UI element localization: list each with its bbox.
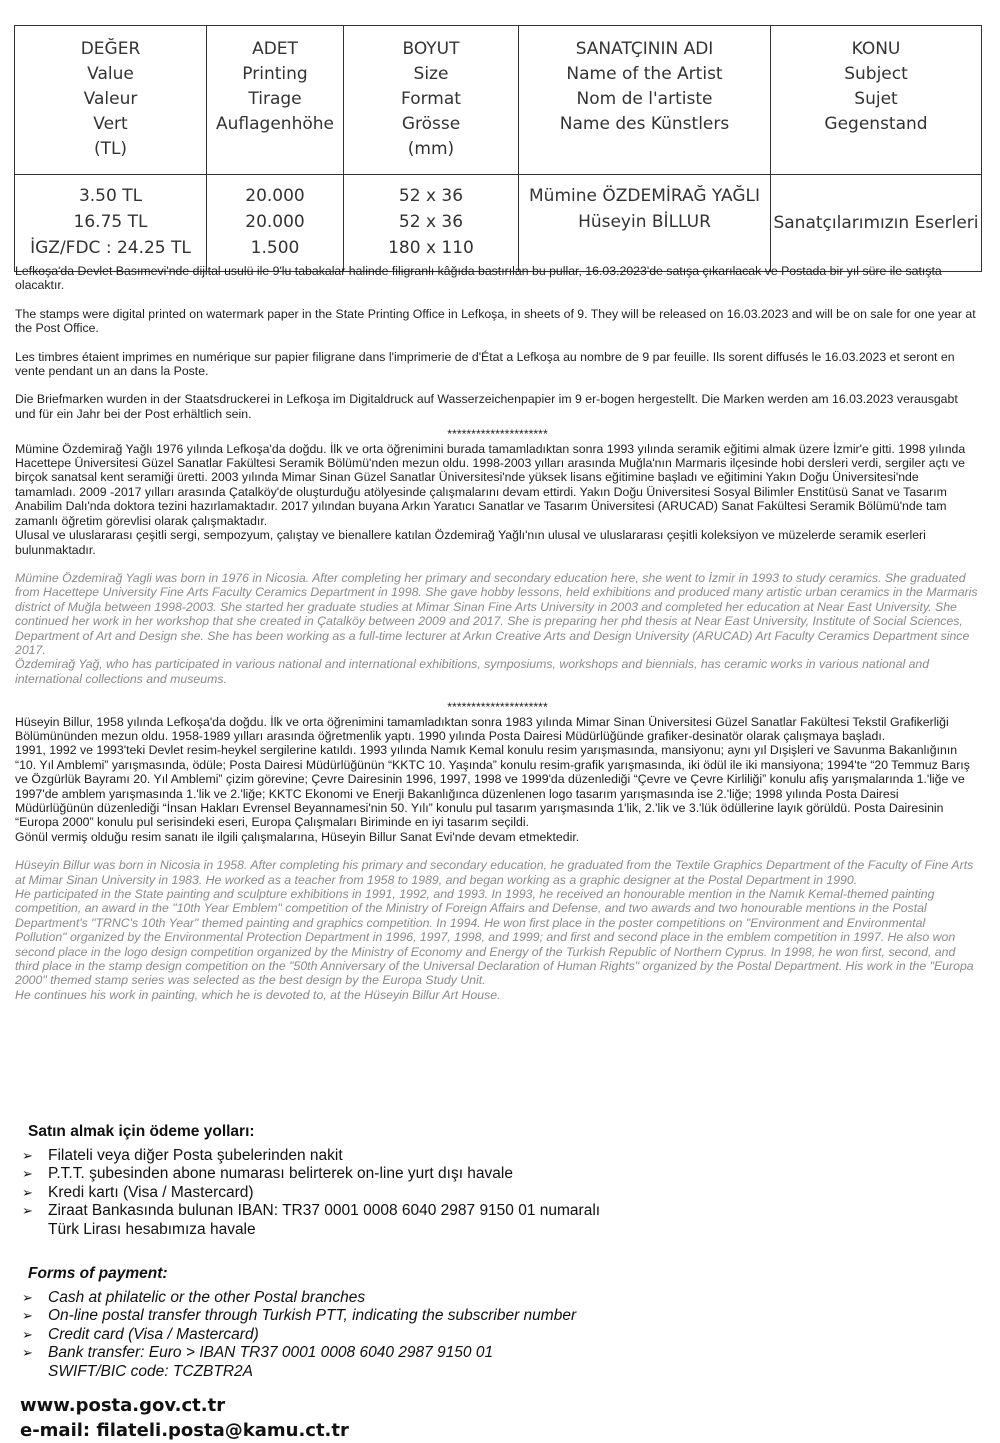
bio2-tr-paragraph: Gönül vermiş olduğu resim sanatı ile ilgili çalışmalarına, Hüseyin Billur Sanat Evi'nde devam etmektedir. (15, 829, 580, 844)
list-item: ➢ Cash at philatelic or the other Postal branches (22, 1288, 366, 1306)
payment-list-tr (22, 1147, 982, 1221)
list-item: ➢ Ziraat Bankasında bulunan IBAN: TR37 0001 0008 6040 2987 9150 01 numaralı (22, 1202, 601, 1220)
arrow-bullet-icon: ➢ (22, 1289, 33, 1305)
release-text-tr: Lefkoşa'da Devlet Basımevi'nde dijital usulü ile 9'lu tabakalar halinde filigranlı kâğıda bastırılan bu pullar, 16.03.2023'de satışa çıkarılacak ve Postada bir yıl süre ile satışta olacaktır. (15, 264, 942, 293)
arrow-bullet-icon: ➢ (22, 1147, 33, 1163)
sizes-cell: 52 x 36 52 x 36 180 x 110 (344, 175, 519, 272)
header-printing: ADET Printing Tirage Auflagenhöhe (207, 26, 344, 175)
arrow-bullet-icon: ➢ (22, 1203, 33, 1219)
payment-list-en (22, 1289, 982, 1363)
payment-methods-en (22, 1265, 982, 1382)
artists-cell: Mümine ÖZDEMİRAĞ YAĞLI Hüseyin BİLLUR (519, 175, 771, 272)
payment-title-en: Forms of payment: (28, 1265, 168, 1282)
list-item: ➢ Filateli veya diğer Posta şubelerinden nakit (22, 1146, 343, 1164)
bio2-en-paragraph: He participated in the State painting and sculpture exhibitions in 1991, 1992, and 1993. In 1993, he received an honourable mention in the Namık Kemal-themed painting competition, an award in the "10th Year Emblem" competition of the Ministry of Foreign Affairs and Defense, and two awards and two honourable mentions in the Postal Department's "TRNC's 10th Year" themed painting and graphics competition. In 1994. He won first place in the poster competitions on "Environment and Environmental Pollution" organized by the Environmental Protection Department in 1996, 1997, 1998, and 1999; and first and second place in the emblem competition in 1997. He also won second place in the logo design competition organized by the Ministry of Economy and Energy of the Turkish Republic of Northern Cyprus. In 1998, he won first, second, and third place in the stamp design competition on the "50th Anniversary of the Universal Declaration of Human Rights" organized by the Postal Department. His work in the "Europa 2000" themed stamp series was selected as the best design by the Europa Study Unit. (15, 887, 974, 988)
separator-1: ********************* (447, 427, 548, 442)
bio2-tr-paragraph: 1991, 1992 ve 1993'teki Devlet resim-heykel sergilerine katıldı. 1993 yılında Namık Kemal konulu resim yarışmasında, mansiyonu; aynı yıl Dışişleri ve Savunma Bakanlığının “10. Yıl Amblemi” yarışmasında, ödüle; Posta Dairesi Müdürlüğünün “KKTC 10. Yaşında” konulu resim-grafik yarışmasında, iki ödül ile iki mansiyona; 1994'te “20 Temmuz Barış ve Özgürlük Bayramı 20. Yıl Amblemi” çizim görevine; Çevre Dairesinin 1996, 1997, 1998 ve 1999'da düzenlediği “Çevre ve Çevre Kirliliği” konulu afiş yarışmalarında 1.'liğe ve 1997'de amblem yarışmasında 1.'lik ve 2.'liğe; KKTC Ekonomi ve Enerji Bakanlığınca düzenlenen logo tasarım yarışmasında ise 2.'liğe; 1998 yılında Posta Dairesi Müdürlüğünün düzenlediği “İnsan Hakları Evrensel Beyannamesi'nin 50. Yılı” konulu pul tasarım yarışmasında 1'lik, 2.'lik ve 3.'lük ödüllerine layık görüldü. Posta Dairesinin “Europa 2000” konulu pul serisindeki eseri, Europa Çalışmaları Biriminde en iyi tasarım seçildi. (15, 743, 970, 830)
table-header-row (15, 26, 982, 175)
payment-title-tr: Satın almak için ödeme yolları: (28, 1123, 255, 1140)
header-artist: SANATÇININ ADI Name of the Artist Nom de l'artiste Name des Künstlers (519, 26, 771, 175)
arrow-bullet-icon: ➢ (22, 1345, 33, 1361)
footer-contact (20, 1393, 349, 1443)
document-body (15, 264, 980, 1002)
website-link[interactable]: www.posta.gov.ct.tr (20, 1395, 226, 1416)
bio1-tr-paragraph: Mümine Özdemirağ Yağlı 1976 yılında Lefkoşa'da doğdu. İlk ve orta öğrenimini burada tamamladıktan sonra 1993 yılında seramik eğitimi almak üzere İzmir'e gitti. 1998 yılında Hacettepe Üniversitesi Güzel Sanatlar Fakültesi Seramik Bölümü'nden mezun oldu. 1998-2003 yılları arasında Muğla'nın Marmaris ilçesinde hobi dersleri verdi, sergiler açtı ve birçok sanatsal kent seramiği üretti. 2003 yılında Mimar Sinan Güzel Sanatlar Üniversitesi'nde yüksek lisans eğitimine başladı ve eğitimini Yakın Doğu Üniversitesi'nde tamamladı. 2009 -2017 yılları arasında Çatalköy'de oluşturduğu atölyesinde çalışmalarını devam ettirdi. Yakın Doğu Üniversitesi Sosyal Bilimler Enstitüsü Sanat ve Tasarım Anabilim Dalı'nda doktora tezini hazırlamaktadır. 2017 yılından buyana Arkın Yaratıcı Sanatlar ve Tasarım Üniversitesi (ARUCAD) Sanat Fakültesi Seramik Bölümü'nde tam zamanlı öğretim görevlisi olarak çalışmaktadır. (15, 441, 966, 528)
list-item: ➢ Credit card (Visa / Mastercard) (22, 1325, 259, 1343)
list-item: ➢ Bank transfer: Euro > IBAN TR37 0001 0008 6040 2987 9150 01 (22, 1344, 494, 1362)
bio2-tr-paragraph: Hüseyin Billur, 1958 yılında Lefkoşa'da doğdu. İlk ve orta öğrenimini tamamladıktan sonra 1983 yılında Mimar Sinan Üniversitesi Güzel Sanatlar Fakültesi Tekstil Grafikerliği Bölümününden mezun oldu. 1958-1989 yılları arasında öğretmenlik yaptı. 1990 yılında Posta Dairesi Müdürlüğünde grafiker-desinatör olarak çalışmaya başladı. (15, 714, 949, 743)
separator-2: ********************* (447, 700, 548, 715)
subject-cell: Sanatçılarımızın Eserleri (771, 175, 982, 272)
stamp-info-table (14, 25, 982, 272)
email-link[interactable]: e-mail: filateli.posta@kamu.ct.tr (20, 1420, 349, 1441)
list-item: ➢ Kredi kartı (Visa / Mastercard) (22, 1183, 254, 1201)
header-value: DEĞER Value Valeur Vert (TL) (15, 26, 207, 175)
release-text-fr: Les timbres étaient imprimes en numérique sur papier filigrane dans l'imprimerie de d'État a Lefkoşa au nombre de 9 par feuille. Ils sorent diffusés le 16.03.2023 et seront en vente pendant un an dans la Poste. (15, 349, 955, 379)
arrow-bullet-icon: ➢ (22, 1326, 33, 1342)
values-cell: 3.50 TL 16.75 TL İGZ/FDC : 24.25 TL (15, 175, 207, 272)
list-item: ➢ P.T.T. şubesinden abone numarası belirterek on-line yurt dışı havale (22, 1165, 513, 1183)
payment-continuation-en: SWIFT/BIC code: TCZBTR2A (48, 1362, 253, 1380)
bio1-en-paragraph: Özdemirağ Yağ, who has participated in various national and international exhibitions, symposiums, workshops and biennials, has ceramic works in various national and international collections and museums. (15, 657, 930, 686)
release-text-de: Die Briefmarken wurden in der Staatsdruckerei in Lefkoşa im Digitaldruck auf Wasserzeichenpapier im 9 er-bogen hergestellt. Die Marken werden am 16.03.2023 verausgabt und für ein Jahr bei der Post erhältlich sein. (15, 392, 958, 421)
arrow-bullet-icon: ➢ (22, 1166, 33, 1182)
bio2-en-paragraph: He continues his work in painting, which he is devoted to, at the Hüseyin Billur Art House. (15, 987, 501, 1002)
arrow-bullet-icon: ➢ (22, 1308, 33, 1324)
printing-cell: 20.000 20.000 1.500 (207, 175, 344, 272)
payment-continuation-tr: Türk Lirası hesabımıza havale (48, 1220, 256, 1238)
arrow-bullet-icon: ➢ (22, 1184, 33, 1200)
header-subject: KONU Subject Sujet Gegenstand (771, 26, 982, 175)
header-size: BOYUT Size Format Grösse (mm) (344, 26, 519, 175)
bio1-tr-paragraph: Ulusal ve uluslararası çeşitli sergi, sempozyum, çalıştay ve bienallere katılan Özdemirağ Yağlı'nın ulusal ve uluslararası çeşitli koleksiyon ve müzelerde seramik eserleri bulunmaktadır. (15, 528, 926, 557)
payment-methods-tr (22, 1123, 982, 1240)
release-text-en: The stamps were digital printed on watermark paper in the State Printing Office in Lefkoşa, in sheets of 9. They will be released on 16.03.2023 and will be on sale for one year at the Post Office. (15, 306, 976, 336)
table-data-row (15, 175, 982, 272)
bio1-en-paragraph: Mümine Özdemirağ Yagli was born in 1976 in Nicosia. After completing her primary and secondary education here, she went to İzmir in 1993 to study ceramics. She graduated from Hacettepe University Fine Arts Faculty Ceramics Department in 1998. She gave hobby lessons, held exhibitions and produced many artistic urban ceramics in the Marmaris district of Muğla between 1998-2003. She started her graduate studies at Mimar Sinan Fine Arts University in 2003 and completed her education at Near East University. She continued her work in her workshop that she created in Çatalköy between 2009 and 2017. She is preparing her phd thesis at Near East University, Institute of Social Sciences, Department of Art and Design she. She has been working as a full-time lecturer at Arkın Creative Arts and Design University (ARUCAD) Art Faculty Ceramics Department since 2017. (15, 570, 978, 657)
list-item: ➢ On-line postal transfer through Turkish PTT, indicating the subscriber number (22, 1307, 577, 1325)
bio2-en-paragraph: Hüseyin Billur was born in Nicosia in 1958. After completing his primary and secondary education, he graduated from the Textile Graphics Department of the Faculty of Fine Arts at Mimar Sinan University in 1983. He worked as a teacher from 1958 to 1989, and began working as a graphic designer at the Postal Department in 1990. (15, 858, 974, 887)
